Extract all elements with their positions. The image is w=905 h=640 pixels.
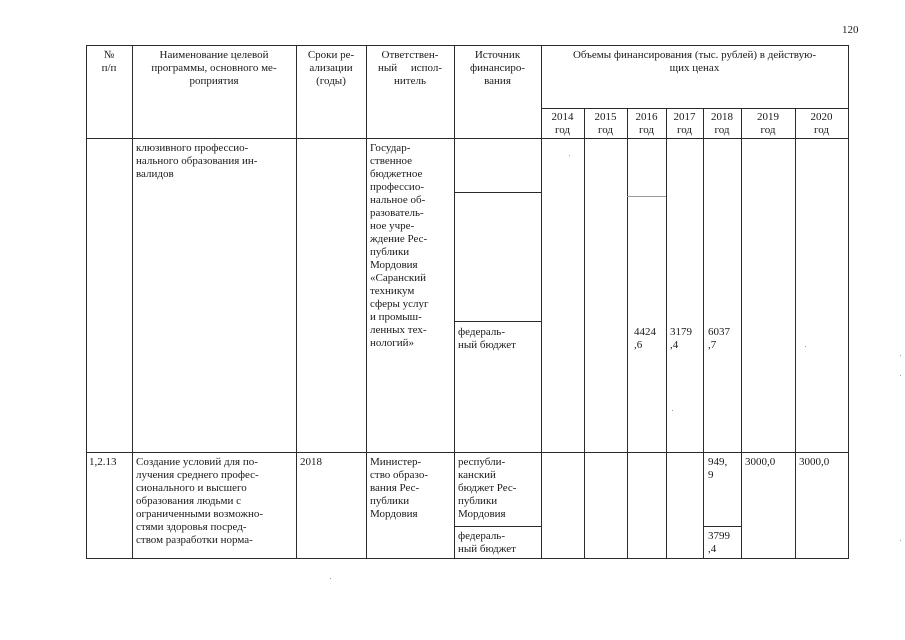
row-1213-2018-fed: 3799 ,4 bbox=[708, 530, 730, 555]
scan-speck bbox=[900, 540, 901, 541]
year-2018: 2018 год bbox=[711, 111, 733, 136]
col-border-6 bbox=[584, 108, 585, 559]
year-2019: 2019 год bbox=[757, 111, 779, 136]
row-cont-executor: Государ- ственное бюджетное профессио- нальное об- разователь- ное учре- ждение Рес- публики Мордовия «Саранский техникум сферы услуг и промыш- ленных тех- нологий» bbox=[370, 142, 429, 349]
row-1213-2019-rep: 3000,0 bbox=[745, 456, 776, 468]
header-name: Наименование целевой программы, основного ме- роприятия bbox=[151, 49, 277, 87]
col-border-11 bbox=[795, 108, 796, 559]
row-cont-name: клюзивного профессио- нального образования ин- валидов bbox=[136, 142, 258, 180]
scan-speck bbox=[900, 375, 901, 376]
header-num: № п/п bbox=[101, 49, 117, 74]
year-2015: 2015 год bbox=[594, 111, 617, 136]
row-1213-term: 2018 bbox=[300, 456, 322, 468]
row-1213-name: Создание условий для по- лучения среднего профес- сионального и высшего образования людьми с ограниченными возможно- стями здоровья посред- ством разработки норма- bbox=[136, 456, 263, 546]
scan-speck bbox=[805, 346, 806, 347]
year-2016: 2016 год bbox=[635, 111, 658, 136]
year-2020: 2020 год bbox=[810, 111, 833, 136]
year-header-divider bbox=[541, 108, 849, 109]
year-2017: 2017 год bbox=[673, 111, 696, 136]
page-number: 120 bbox=[842, 24, 859, 36]
row-1213-2018-rep: 949, 9 bbox=[708, 456, 728, 481]
scan-speck bbox=[330, 578, 331, 579]
row-1213-num: 1,2.13 bbox=[89, 456, 117, 468]
row-divider-1213 bbox=[86, 452, 849, 453]
scan-speck bbox=[900, 355, 901, 356]
faint-divider-2016 bbox=[627, 196, 666, 197]
header-bottom-border bbox=[86, 138, 849, 139]
row-cont-2016: 4424 ,6 bbox=[634, 326, 656, 351]
header-source: Источник финансиро- вания bbox=[469, 49, 526, 87]
col-border-3 bbox=[366, 45, 367, 559]
year-2014: 2014 год bbox=[551, 111, 574, 136]
col-border-7 bbox=[627, 108, 628, 559]
scan-speck bbox=[672, 410, 673, 411]
col-border-2 bbox=[296, 45, 297, 559]
source-divider-3 bbox=[454, 526, 541, 527]
row-cont-source-federal: федераль- ный бюджет bbox=[458, 326, 516, 351]
header-term: Сроки ре- ализации (годы) bbox=[307, 49, 355, 87]
col-border-4 bbox=[454, 45, 455, 559]
col-border-8 bbox=[666, 108, 667, 559]
table-top-border bbox=[86, 45, 849, 46]
row-1213-2020-rep: 3000,0 bbox=[799, 456, 830, 468]
row-cont-2017: 3179 ,4 bbox=[670, 326, 692, 351]
col-border-12 bbox=[848, 45, 849, 559]
table-bottom-border bbox=[86, 558, 849, 559]
row-1213-executor: Министер- ство образо- вания Рес- публики Мордовия bbox=[370, 456, 428, 520]
header-executor: Ответствен- ный испол- нитель bbox=[377, 49, 443, 87]
source-divider-1 bbox=[454, 192, 541, 193]
col-border-1 bbox=[132, 45, 133, 559]
v2018-divider bbox=[703, 526, 741, 527]
row-1213-source-fed: федераль- ный бюджет bbox=[458, 530, 516, 555]
col-border-10 bbox=[741, 108, 742, 559]
scan-speck bbox=[569, 155, 570, 156]
col-border-0 bbox=[86, 45, 87, 559]
row-1213-source-rep: республи- канский бюджет Рес- публики Мордовия bbox=[458, 456, 517, 520]
col-border-9 bbox=[703, 108, 704, 559]
header-volume: Объемы финансирования (тыс. рублей) в действую- щих ценах bbox=[572, 49, 817, 74]
row-cont-2018: 6037 ,7 bbox=[708, 326, 730, 351]
source-divider-2 bbox=[454, 321, 541, 322]
